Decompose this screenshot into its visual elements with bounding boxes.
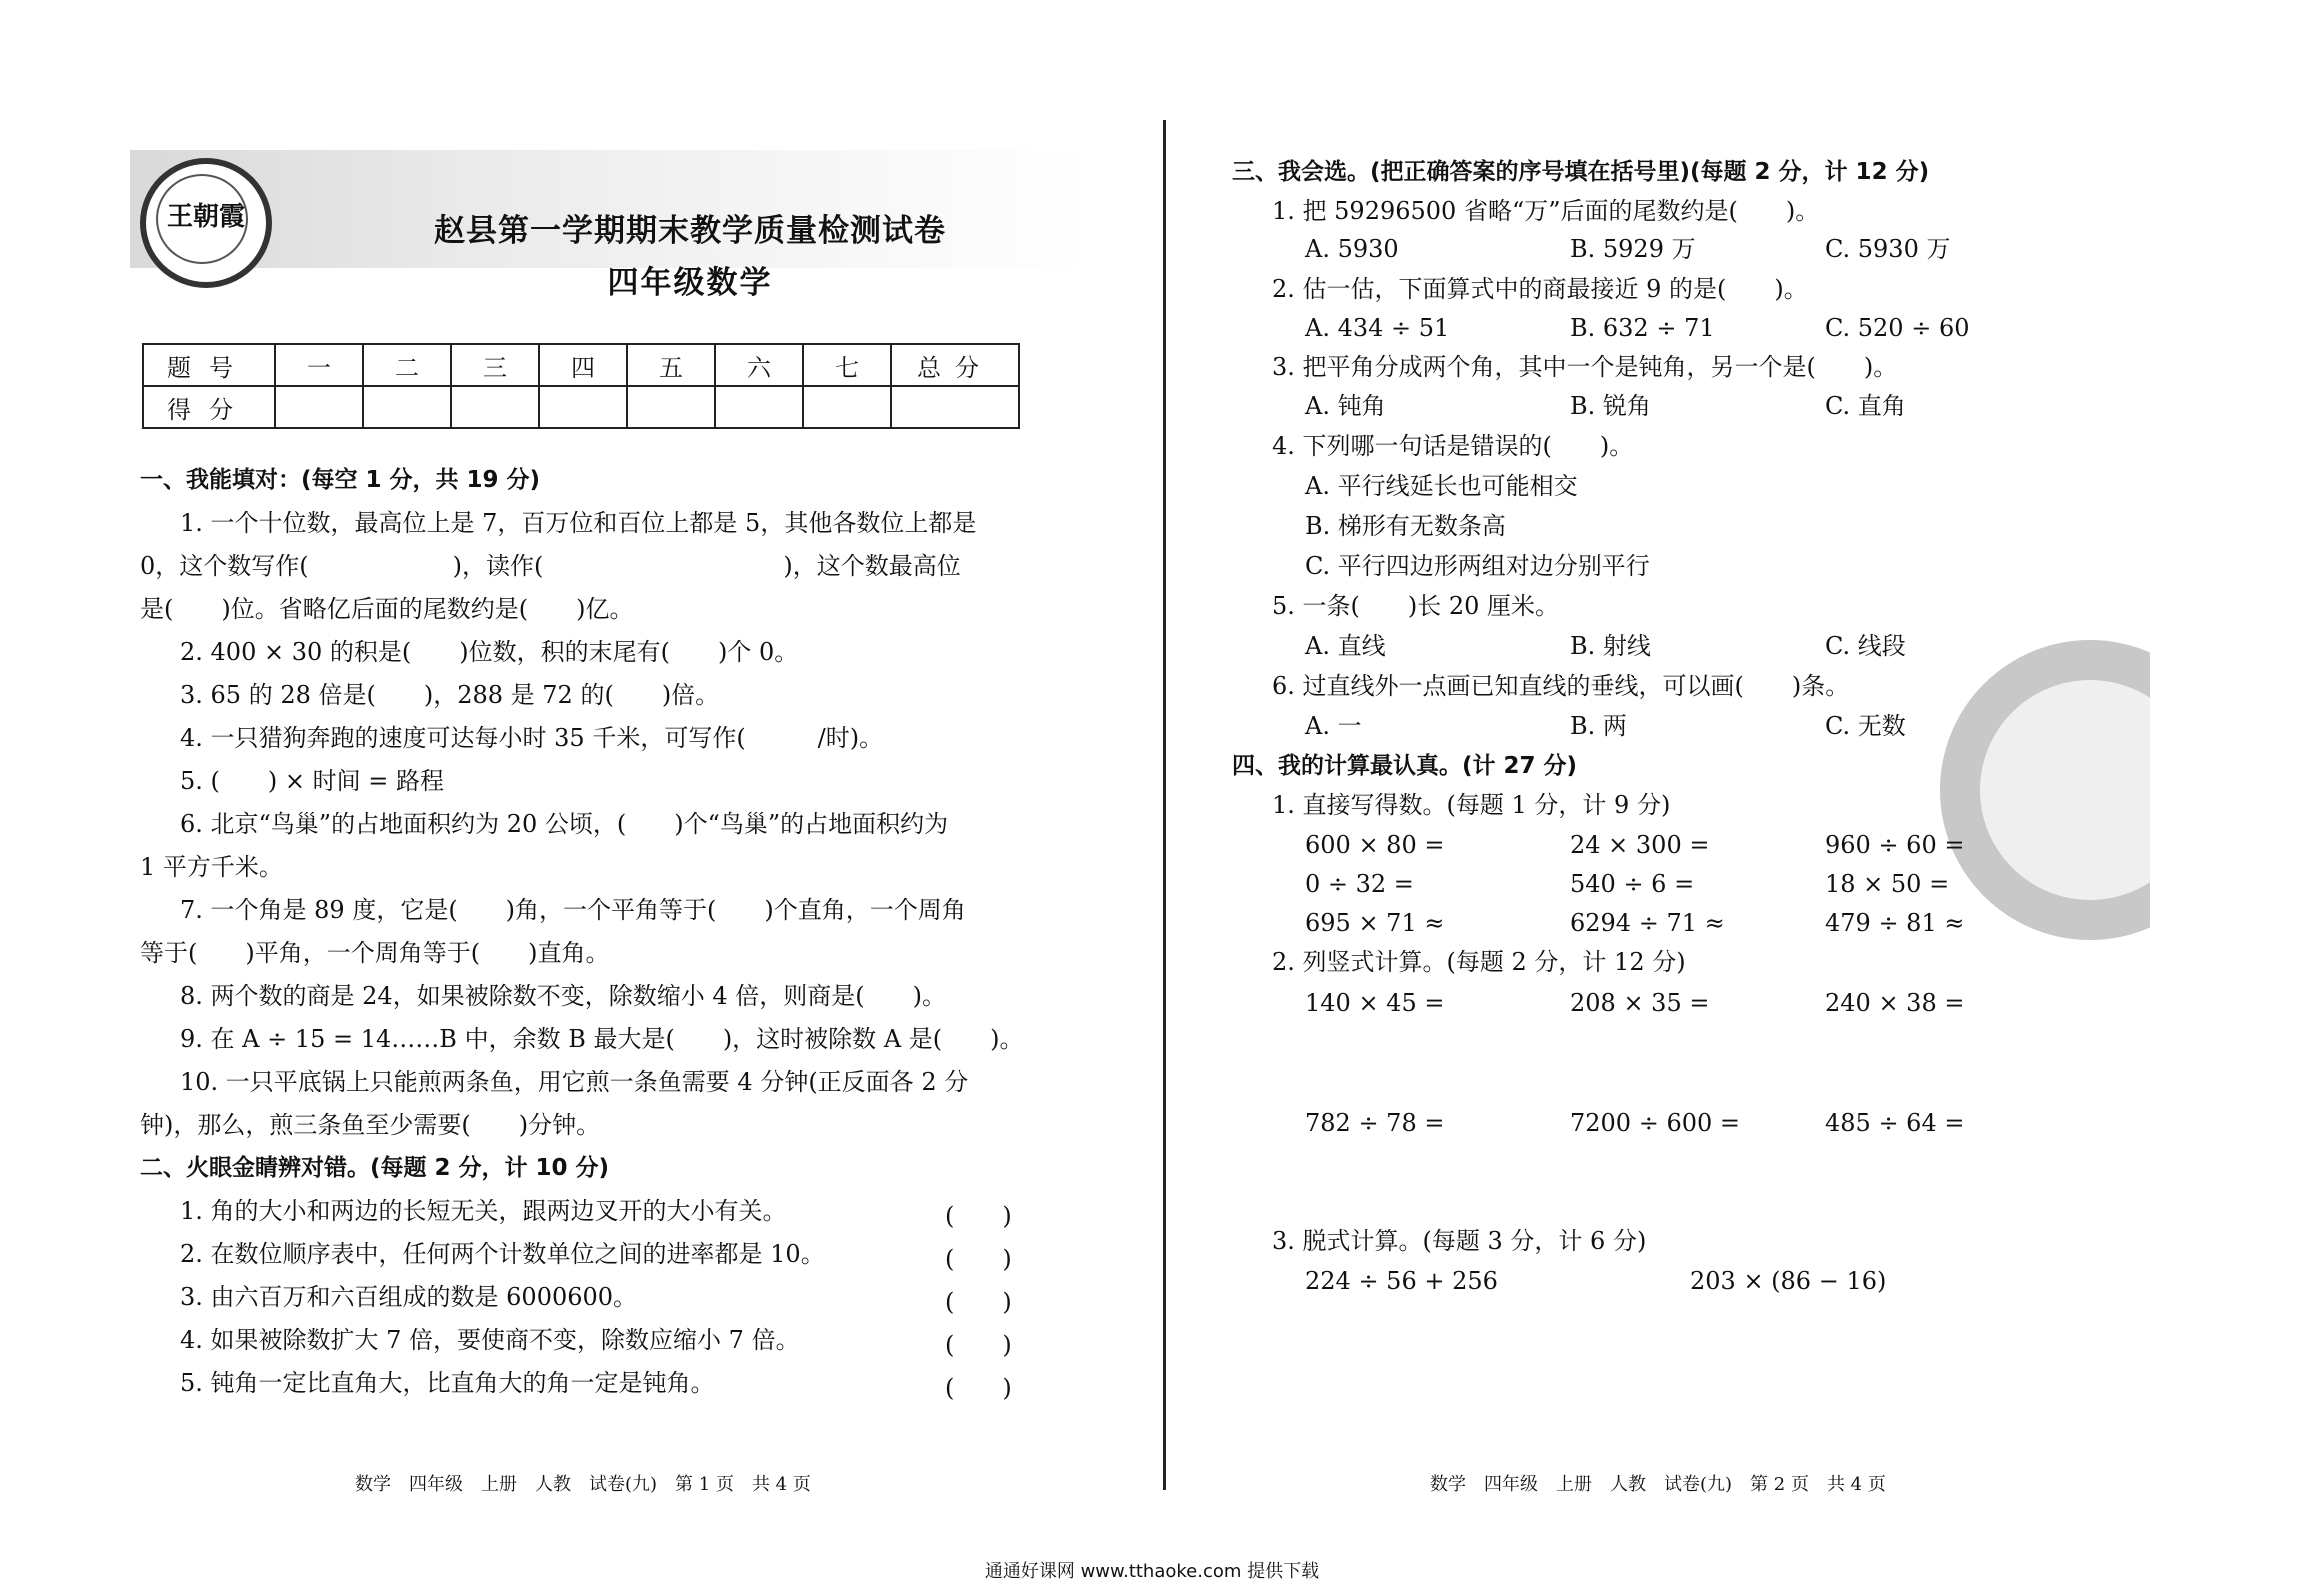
section2-title: 二、火眼金睛辨对错。(每题 2 分，计 10 分) — [140, 1155, 610, 1181]
section1-line: 等于( )平角，一个周角等于( )直角。 — [140, 939, 610, 967]
oral-calc: 540 ÷ 6 = — [1570, 870, 1695, 898]
answer-paren[interactable]: ( ) — [945, 1202, 1012, 1230]
choice-option[interactable]: B. 632 ÷ 71 — [1570, 314, 1715, 342]
choice-option[interactable]: A. 5930 — [1305, 235, 1399, 263]
score-col-6: 六 — [715, 344, 803, 386]
oral-calc: 24 × 300 = — [1570, 831, 1710, 859]
answer-paren[interactable]: ( ) — [945, 1288, 1012, 1316]
choice-question: 5. 一条( )长 20 厘米。 — [1272, 592, 1560, 620]
score-cell[interactable] — [891, 386, 1019, 428]
section4-part2-title: 2. 列竖式计算。(每题 2 分，计 12 分) — [1272, 948, 1686, 976]
exam-subtitle: 四年级数学 — [607, 265, 773, 301]
judge-item: 4. 如果被除数扩大 7 倍，要使商不变，除数应缩小 7 倍。 — [180, 1326, 800, 1354]
publisher-seal-logo — [140, 158, 272, 288]
score-cell[interactable] — [539, 386, 627, 428]
oral-calc: 600 × 80 = — [1305, 831, 1445, 859]
page-divider — [1163, 120, 1166, 1490]
oral-calc: 695 × 71 ≈ — [1305, 909, 1445, 937]
step-calc: 203 × (86 − 16) — [1690, 1267, 1887, 1295]
section1-line: 4. 一只猎狗奔跑的速度可达每小时 35 千米，可写作( /时)。 — [180, 724, 884, 752]
oral-calc: 479 ÷ 81 ≈ — [1825, 909, 1965, 937]
choice-option[interactable]: C. 直角 — [1825, 392, 1906, 420]
score-col-1: 一 — [275, 344, 363, 386]
footer-page-2: 数学 四年级 上册 人教 试卷(九) 第 2 页 共 4 页 — [1430, 1474, 1886, 1495]
score-table — [142, 343, 1020, 429]
vertical-calc: 240 × 38 = — [1825, 989, 1965, 1017]
section4-title: 四、我的计算最认真。(计 27 分) — [1232, 753, 1578, 779]
step-calc: 224 ÷ 56 + 256 — [1305, 1267, 1498, 1295]
choice-option[interactable]: B. 5929 万 — [1570, 235, 1696, 263]
choice-option[interactable]: C. 平行四边形两组对边分别平行 — [1305, 552, 1650, 580]
score-col-7: 七 — [803, 344, 891, 386]
score-col-4: 四 — [539, 344, 627, 386]
choice-option[interactable]: B. 锐角 — [1570, 392, 1651, 420]
exam-title: 赵县第一学期期末教学质量检测试卷 — [434, 213, 946, 249]
vertical-calc: 485 ÷ 64 = — [1825, 1109, 1965, 1137]
oral-calc: 0 ÷ 32 = — [1305, 870, 1414, 898]
section1-line: 3. 65 的 28 倍是( )，288 是 72 的( )倍。 — [180, 681, 720, 709]
score-cell[interactable] — [275, 386, 363, 428]
score-table-header-row — [143, 344, 1019, 386]
choice-question: 6. 过直线外一点画已知直线的垂线，可以画( )条。 — [1272, 672, 1850, 700]
section1-line: 6. 北京“鸟巢”的占地面积约为 20 公顷，( )个“鸟巢”的占地面积约为 — [180, 810, 949, 838]
score-cell[interactable] — [715, 386, 803, 428]
score-table-score-row — [143, 386, 1019, 428]
vertical-calc: 782 ÷ 78 = — [1305, 1109, 1445, 1137]
section1-line: 1 平方千米。 — [140, 853, 283, 881]
choice-option[interactable]: A. 直线 — [1305, 632, 1386, 660]
choice-option[interactable]: B. 两 — [1570, 712, 1627, 740]
answer-paren[interactable]: ( ) — [945, 1331, 1012, 1359]
choice-option[interactable]: C. 5930 万 — [1825, 235, 1951, 263]
section1-title: 一、我能填对：(每空 1 分，共 19 分) — [140, 467, 541, 493]
section3-title: 三、我会选。(把正确答案的序号填在括号里)(每题 2 分，计 12 分) — [1232, 159, 1930, 185]
choice-option[interactable]: A. 一 — [1305, 712, 1362, 740]
judge-item: 3. 由六百万和六百组成的数是 6000600。 — [180, 1283, 638, 1311]
choice-option[interactable]: C. 无数 — [1825, 712, 1906, 740]
section1-line: 7. 一个角是 89 度，它是( )角，一个平角等于( )个直角，一个周角 — [180, 896, 966, 924]
score-cell[interactable] — [451, 386, 539, 428]
vertical-calc: 140 × 45 = — [1305, 989, 1445, 1017]
vertical-calc: 7200 ÷ 600 = — [1570, 1109, 1740, 1137]
choice-option[interactable]: C. 线段 — [1825, 632, 1906, 660]
section1-line: 1. 一个十位数，最高位上是 7，百万位和百位上都是 5，其他各数位上都是 — [180, 509, 977, 537]
footer-page-1: 数学 四年级 上册 人教 试卷(九) 第 1 页 共 4 页 — [355, 1474, 811, 1495]
score-col-3: 三 — [451, 344, 539, 386]
oral-calc: 6294 ÷ 71 ≈ — [1570, 909, 1725, 937]
oral-calc: 18 × 50 = — [1825, 870, 1950, 898]
choice-option[interactable]: B. 梯形有无数条高 — [1305, 512, 1506, 540]
watermark-circle — [1940, 640, 2150, 940]
section1-line: 9. 在 A ÷ 15 = 14……B 中，余数 B 最大是( )，这时被除数 A 是( )。 — [180, 1025, 1024, 1053]
answer-paren[interactable]: ( ) — [945, 1245, 1012, 1273]
vertical-calc: 208 × 35 = — [1570, 989, 1710, 1017]
section1-line: 是( )位。省略亿后面的尾数约是( )亿。 — [140, 595, 634, 623]
score-col-5: 五 — [627, 344, 715, 386]
section4-part1-title: 1. 直接写得数。(每题 1 分，计 9 分) — [1272, 791, 1671, 819]
choice-option[interactable]: C. 520 ÷ 60 — [1825, 314, 1970, 342]
section1-line: 10. 一只平底锅上只能煎两条鱼，用它煎一条鱼需要 4 分钟(正反面各 2 分 — [180, 1068, 969, 1096]
choice-question: 1. 把 59296500 省略“万”后面的尾数约是( )。 — [1272, 197, 1820, 225]
judge-item: 2. 在数位顺序表中，任何两个计数单位之间的进率都是 10。 — [180, 1240, 825, 1268]
choice-option[interactable]: A. 平行线延长也可能相交 — [1305, 472, 1578, 500]
judge-item: 1. 角的大小和两边的长短无关，跟两边叉开的大小有关。 — [180, 1197, 787, 1225]
section4-part3-title: 3. 脱式计算。(每题 3 分，计 6 分) — [1272, 1227, 1647, 1255]
section1-line: 0，这个数写作( )，读作( )，这个数最高位 — [140, 552, 961, 580]
oral-calc: 960 ÷ 60 = — [1825, 831, 1965, 859]
section1-line: 5. ( ) × 时间 = 路程 — [180, 767, 444, 795]
judge-item: 5. 钝角一定比直角大，比直角大的角一定是钝角。 — [180, 1369, 715, 1397]
score-cell[interactable] — [627, 386, 715, 428]
score-label: 得分 — [143, 386, 275, 428]
question-number-label: 题号 — [143, 344, 275, 386]
choice-option[interactable]: A. 434 ÷ 51 — [1305, 314, 1450, 342]
section1-line: 钟)，那么，煎三条鱼至少需要( )分钟。 — [140, 1111, 601, 1139]
answer-paren[interactable]: ( ) — [945, 1374, 1012, 1402]
download-credit: 通通好课网 www.tthaoke.com 提供下载 — [984, 1561, 1320, 1582]
choice-question: 3. 把平角分成两个角，其中一个是钝角，另一个是( )。 — [1272, 353, 1898, 381]
choice-option[interactable]: B. 射线 — [1570, 632, 1651, 660]
score-cell[interactable] — [363, 386, 451, 428]
choice-question: 4. 下列哪一句话是错误的( )。 — [1272, 432, 1634, 460]
seal-text: 王朝霞 — [166, 202, 245, 232]
score-col-total: 总分 — [891, 344, 1019, 386]
choice-option[interactable]: A. 钝角 — [1305, 392, 1386, 420]
score-cell[interactable] — [803, 386, 891, 428]
choice-question: 2. 估一估，下面算式中的商最接近 9 的是( )。 — [1272, 275, 1808, 303]
section1-line: 8. 两个数的商是 24，如果被除数不变，除数缩小 4 倍，则商是( )。 — [180, 982, 946, 1010]
section1-line: 2. 400 × 30 的积是( )位数，积的末尾有( )个 0。 — [180, 638, 799, 666]
score-col-2: 二 — [363, 344, 451, 386]
